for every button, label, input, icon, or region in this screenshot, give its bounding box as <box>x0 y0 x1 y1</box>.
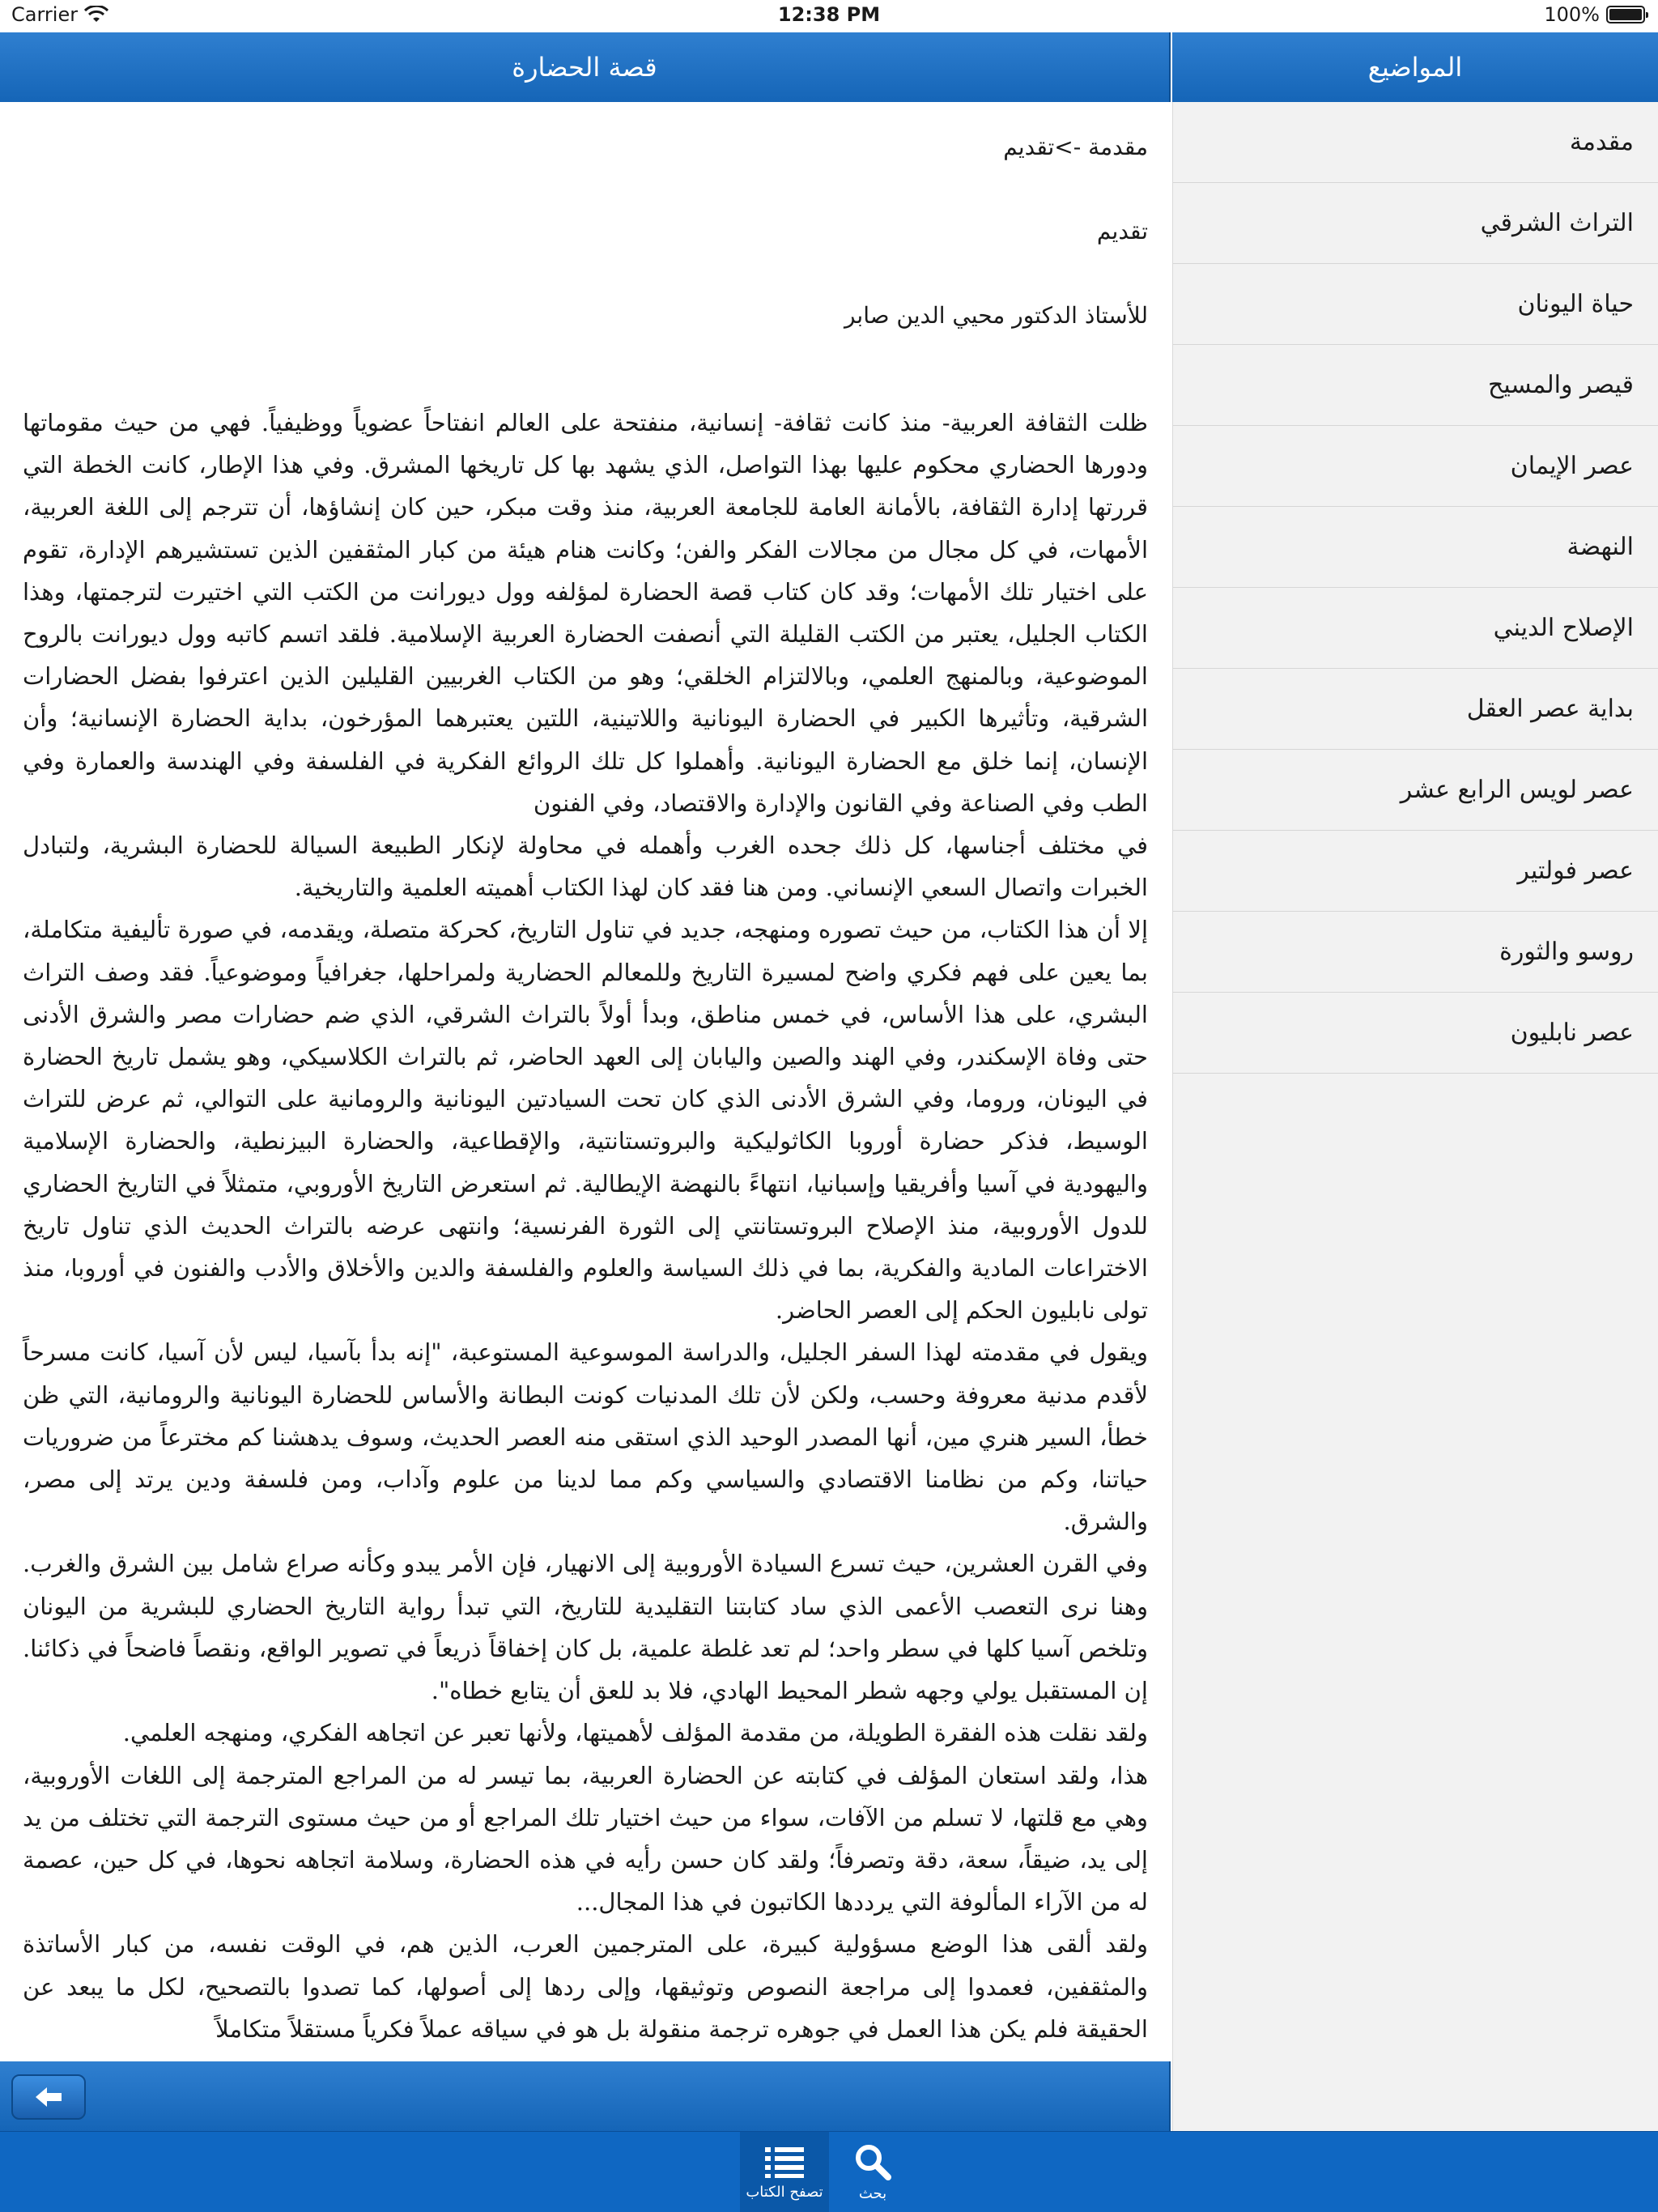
paragraph: ويقول في مقدمته لهذا السفر الجليل، والدراسة الموسوعية المستوعبة، "إنه بدأ بآسيا، ليس لأن آسيا، كانت مسرحاً لأقدم مدنية معروفة وحسب، ولكن لأن تلك المدنيات كونت البطانة والأساس للحضارة اليونانية والرومانية، التي ظن خطأ، السير هنري مين، أنها المصدر الوحيد الذي استقى منه العصر الحديث، وسوف يدهشنا كم مخترعاً من ضروريات حياتنا، وكم من نظامنا الاقتصادي والسياسي وكم مما لدينا من علوم وآداب، ومن فلسفة ودين يرتد إلى مصر، والشرق. <box>23 1338 1148 1536</box>
sidebar-item-renaissance[interactable]: النهضة <box>1173 507 1658 588</box>
book-content-inner <box>0 102 1171 2050</box>
sidebar-item-louis-xiv[interactable]: عصر لويس الرابع عشر <box>1173 750 1658 831</box>
paragraph: ولقد ألقى هذا الوضع مسؤولية كبيرة، على المترجمين العرب، الذين هم، في الوقت نفسه، من كبار الأساتذة والمثقفين، فعمدوا إلى مراجعة النصوص وتوثيقها، وإلى ردها إلى أصولها، كما تصدوا بالتصحيح، لكل ما يبعد عن الحقيقة فلم يكن هذا العمل في جوهره ترجمة منقولة بل هو في سياقه عملاً فكرياً مستقلاً متكاملاً <box>23 1930 1148 2043</box>
author-line: للأستاذ الدكتور محيي الدين صابر <box>844 302 1148 329</box>
status-bar <box>0 0 1658 32</box>
sidebar-item-napoleon[interactable]: عصر نابليون <box>1173 993 1658 1074</box>
tab-label: بحث <box>858 2184 887 2202</box>
content-toolbar <box>0 2061 1171 2131</box>
search-icon <box>854 2143 891 2180</box>
book-content[interactable] <box>0 102 1171 2061</box>
sidebar-item-rousseau[interactable]: روسو والثورة <box>1173 912 1658 993</box>
battery-indicator <box>1544 3 1645 26</box>
tab-browse-book[interactable] <box>740 2132 829 2212</box>
topics-sidebar <box>1172 102 1658 2142</box>
sidebar-title: المواضيع <box>1367 52 1463 83</box>
paragraph: ولقد نقلت هذه الفقرة الطويلة، من مقدمة المؤلف لأهميتها، ولأنها تعبر عن اتجاهه الفكري، ومنهجه العلمي. <box>122 1719 1148 1747</box>
tab-bar <box>0 2131 1658 2212</box>
back-button[interactable] <box>11 2074 86 2120</box>
section-heading: تقديم <box>1096 218 1148 245</box>
paragraph: هذا، ولقد استعان المؤلف في كتابته عن الحضارة العربية، بما تيسر له من المراجع المترجمة إلى اللغات الأوروبية، وهي مع قلتها، لا تسلم من الآفات، سواء من حيث اختيار تلك المراجع أو من حيث مستوى الترجمة التي تختلف من يد إلى يد، ضيقاً، سعة، دقة وتصرفاً؛ ولقد كان حسن رأيه في هذه الحضارة، وسلامة اتجاهه نحوها، في كل حين، عصمة له من الآراء المألوفة التي يرددها الكاتبون في هذا المجال... <box>23 1761 1148 1916</box>
body-text <box>23 402 1148 2050</box>
list-icon <box>763 2145 806 2179</box>
content-header <box>0 32 1171 102</box>
sidebar-item-age-of-faith[interactable]: عصر الإيمان <box>1173 426 1658 507</box>
paragraph: في مختلف أجناسها، كل ذلك جحده الغرب وأهمله في محاولة لإنكار الطبيعة السيالة للحضارة البشرية، ولتبادل الخبرات واتصال السعي الإنساني. ومن هنا فقد كان لهذا الكتاب أهميته العلمية والتاريخية. <box>23 832 1148 902</box>
sidebar-item-reformation[interactable]: الإصلاح الديني <box>1173 588 1658 669</box>
arrow-left-icon <box>32 2085 65 2109</box>
clock: 12:38 PM <box>777 3 881 26</box>
battery-percent: 100% <box>1544 3 1600 26</box>
sidebar-item-caesar-and-christ[interactable]: قيصر والمسيح <box>1173 345 1658 426</box>
tab-search[interactable] <box>834 2132 912 2212</box>
sidebar-item-voltaire[interactable]: عصر فولتير <box>1173 831 1658 912</box>
page-title: قصة الحضارة <box>512 52 657 83</box>
sidebar-item-introduction[interactable]: مقدمة <box>1173 102 1658 183</box>
tab-label: تصفح الكتاب <box>746 2183 823 2201</box>
sidebar-header <box>1172 32 1658 102</box>
paragraph: وفي القرن العشرين، حيث تسرع السيادة الأوروبية إلى الانهيار، فإن الأمر يبدو وكأنه صراع شامل بين الشرق والغرب. وهنا نرى التعصب الأعمى الذي ساد كتابتنا التقليدية للتاريخ، التي تبدأ رواية التاريخ الحضاري للبشرية من اليونان وتلخص آسيا كلها في سطر واحد؛ لم تعد غلطة علمية، بل كان إخفاقاً ذريعاً في تصوير الواقع، ونقصاً فاضحاً في ذكائنا. إن المستقبل يولي وجهه شطر المحيط الهادي، فلا بد للعق أن يتابع خطاه". <box>23 1550 1148 1705</box>
paragraph: إلا أن هذا الكتاب، من حيث تصوره ومنهجه، جديد في تناول التاريخ، كحركة متصلة، ويقدمه، في صورة تأليفية متكاملة، بما يعين على فهم فكري واضح لمسيرة التاريخ وللمعالم الحضارية ولمراحلها، جغرافياً وموضوعياً. فقد وصف التراث البشري، على هذا الأساس، في خمس مناطق، وبدأ أولاً بالتراث الشرقي، الذي ضم حضارات مصر والشرق الأدنى حتى وفاة الإسكندر، وفي الهند والصين واليابان إلى العهد الحاضر، ثم بالتراث الكلاسيكي، وهو يشمل تاريخ الحضارة في اليونان، وروما، وفي الشرق الأدنى الذي كان تحت السيادتين اليونانية والرومانية على التوالي، ثم عرض للتراث الوسيط، فذكر حضارة أوروبا الكاثوليكية والبروتستانتية، والإقطاعية، والحضارة البيزنطية، والحضارة الإسلامية واليهودية في آسيا وأفريقيا وإسبانيا، انتهاءً بالنهضة الإيطالية. ثم استعرض التاريخ الأوروبي، متمثلاً في التاريخ الحضاري للدول الأوروبية، منذ الإصلاح البروتستانتي إلى الثورة الفرنسية؛ وانتهى عرضه بالتراث الحديث الذي تناول تاريخ الاختراعات المادية والفكرية، بما في ذلك السياسة والعلوم والفلسفة والدين والأخلاق والأدب والفنون في أوروبا، منذ تولى نابليون الحكم إلى العصر الحاضر. <box>23 916 1148 1325</box>
sidebar-item-life-of-greece[interactable]: حياة اليونان <box>1173 264 1658 345</box>
paragraph: ظلت الثقافة العربية- منذ كانت ثقافة- إنسانية، منفتحة على العالم انفتاحاً عضوياً ووظيفياً. فهي من حيث مقوماتها ودورها الحضاري محكوم عليها بهذا التواصل، الذي يشهد بها كل تاريخها المشرق. وفي هذا الإطار، كانت الخطة التي قررتها إدارة الثقافة، بالأمانة العامة للجامعة العربية، منذ وقت مبكر، حين كان إنشاؤها، أن تترجم إلى اللغة العربية، الأمهات، في كل مجال من مجالات الفكر والفن؛ وكانت هنام هيئة من كبار المثقفين الذين تستشيرهم الإدارة، تقوم على اختيار تلك الأمهات؛ وقد كان كتاب قصة الحضارة لمؤلفه وول ديورانت من الكتب التي اختيرت لترجمتها، وهذا الكتاب الجليل، يعتبر من الكتب القليلة التي أنصفت الحضارة العربية الإسلامية. فلقد اتسم كاتبه وول ديورانت بالروح الموضوعية، وبالمنهج العلمي، وبالالتزام الخلقي؛ وهو من الكتاب الغربيين القليلين الذين اعترفوا بفضل الحضارات الشرقية، وتأثيرها الكبير في الحضارة اليونانية واللاتينية، اللتين يعتبرهما المؤرخون، بداية الحضارة الإنسانية؛ وأن الإنسان، إنما خلق مع الحضارة اليونانية. وأهملوا كل تلك الروائع الفكرية في الفلسفة وفي الهندسة والعمارة وفي الطب وفي الصناعة وفي القانون والإدارة والاقتصاد، وفي الفنون <box>23 409 1148 817</box>
breadcrumb: مقدمة ->تقديم <box>1003 134 1148 160</box>
carrier-label: Carrier <box>11 3 79 26</box>
battery-icon <box>1606 6 1645 23</box>
sidebar-item-oriental-heritage[interactable]: التراث الشرقي <box>1173 183 1658 264</box>
sidebar-item-age-of-reason[interactable]: بداية عصر العقل <box>1173 669 1658 750</box>
